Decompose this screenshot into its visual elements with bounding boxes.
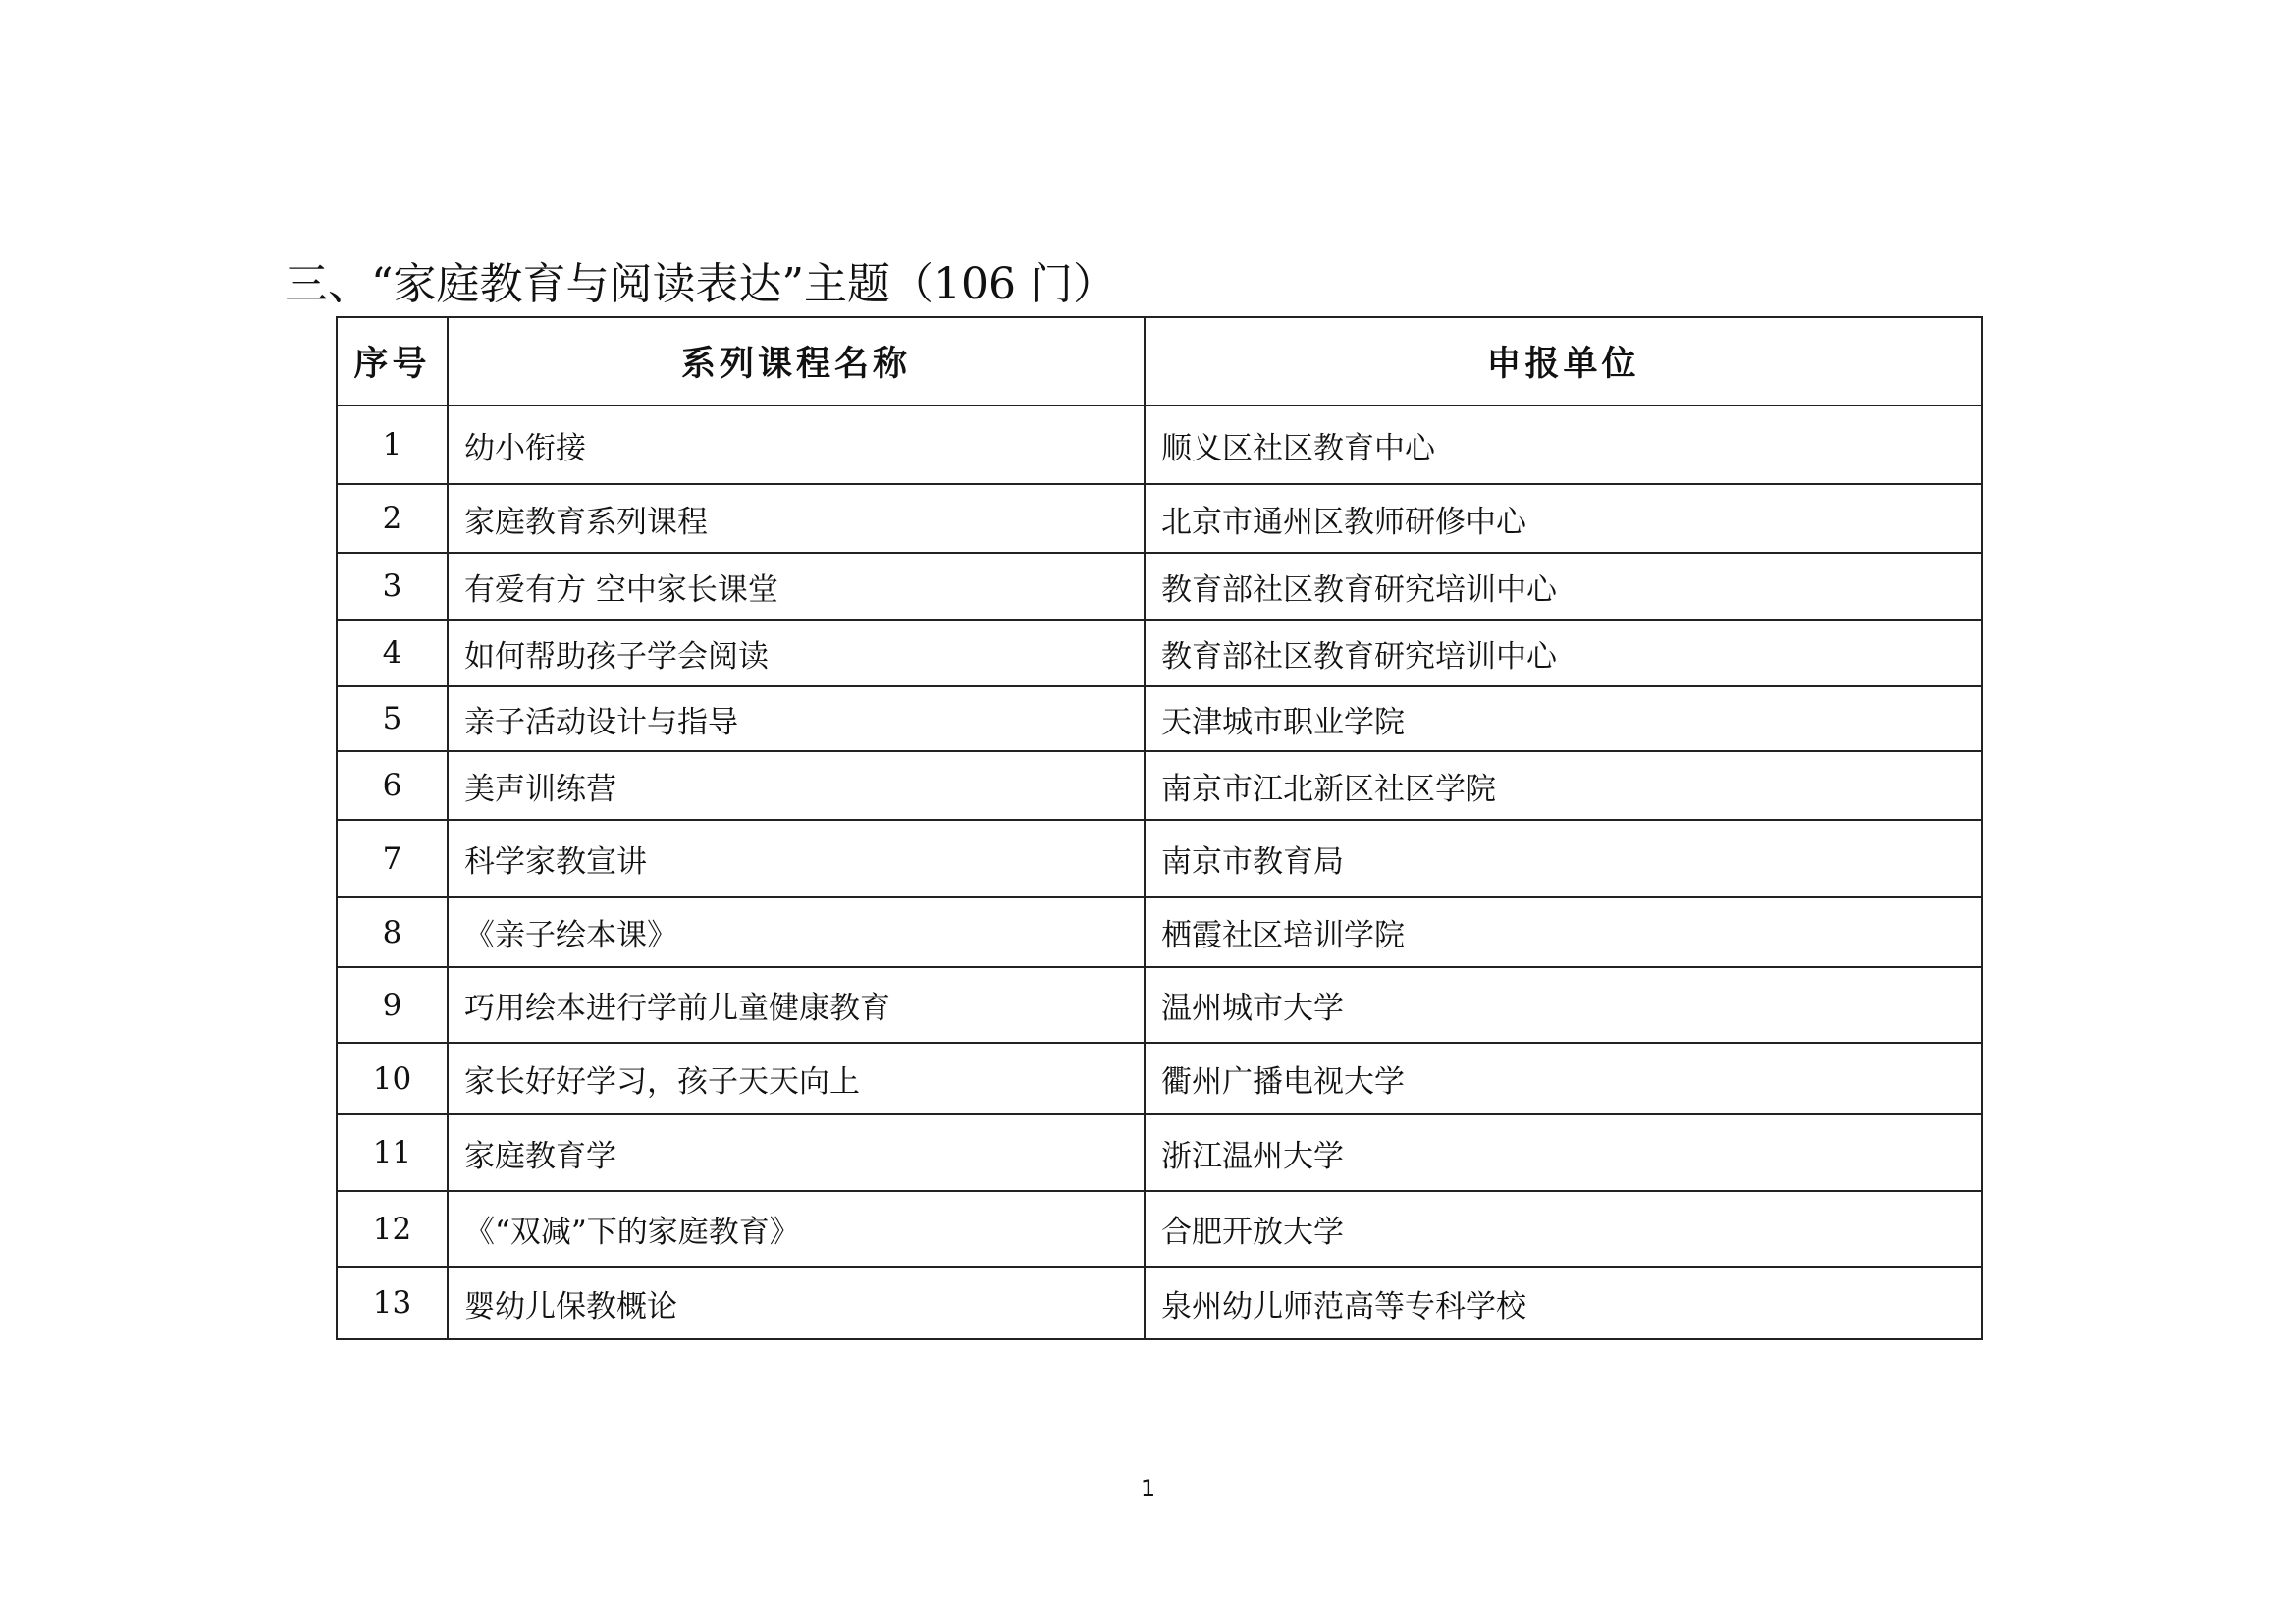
reporting-unit: 南京市江北新区社区学院 bbox=[1145, 751, 1982, 820]
table-row bbox=[337, 1114, 1982, 1191]
row-number: 4 bbox=[337, 620, 448, 686]
row-number: 6 bbox=[337, 751, 448, 820]
course-name: 美声训练营 bbox=[448, 751, 1145, 820]
table-row bbox=[337, 620, 1982, 686]
table-row bbox=[337, 897, 1982, 967]
reporting-unit: 北京市通州区教师研修中心 bbox=[1145, 484, 1982, 553]
reporting-unit: 泉州幼儿师范高等专科学校 bbox=[1145, 1267, 1982, 1339]
table-row bbox=[337, 1191, 1982, 1267]
row-number: 12 bbox=[337, 1191, 448, 1267]
table-row bbox=[337, 967, 1982, 1043]
row-number: 9 bbox=[337, 967, 448, 1043]
course-name: 家长好好学习，孩子天天向上 bbox=[448, 1043, 1145, 1114]
reporting-unit: 栖霞社区培训学院 bbox=[1145, 897, 1982, 967]
course-name: 有爱有方 空中家长课堂 bbox=[448, 553, 1145, 620]
table-row bbox=[337, 406, 1982, 484]
table-row bbox=[337, 820, 1982, 897]
course-name: 幼小衔接 bbox=[448, 406, 1145, 484]
row-number: 5 bbox=[337, 686, 448, 751]
table-row bbox=[337, 1043, 1982, 1114]
reporting-unit: 教育部社区教育研究培训中心 bbox=[1145, 620, 1982, 686]
header-course-name: 系列课程名称 bbox=[448, 317, 1145, 406]
reporting-unit: 教育部社区教育研究培训中心 bbox=[1145, 553, 1982, 620]
section-heading: 三、“家庭教育与阅读表达”主题（106 门） bbox=[285, 259, 1116, 309]
row-number: 11 bbox=[337, 1114, 448, 1191]
row-number: 8 bbox=[337, 897, 448, 967]
header-reporting-unit: 申报单位 bbox=[1145, 317, 1982, 406]
reporting-unit: 浙江温州大学 bbox=[1145, 1114, 1982, 1191]
course-name: 家庭教育学 bbox=[448, 1114, 1145, 1191]
table-row bbox=[337, 1267, 1982, 1339]
row-number: 7 bbox=[337, 820, 448, 897]
row-number: 10 bbox=[337, 1043, 448, 1114]
table-row bbox=[337, 751, 1982, 820]
course-name: 《“双减”下的家庭教育》 bbox=[448, 1191, 1145, 1267]
course-name: 如何帮助孩子学会阅读 bbox=[448, 620, 1145, 686]
course-name: 家庭教育系列课程 bbox=[448, 484, 1145, 553]
reporting-unit: 天津城市职业学院 bbox=[1145, 686, 1982, 751]
table-header-row bbox=[337, 317, 1982, 406]
row-number: 2 bbox=[337, 484, 448, 553]
course-name: 科学家教宣讲 bbox=[448, 820, 1145, 897]
table-row bbox=[337, 484, 1982, 553]
reporting-unit: 合肥开放大学 bbox=[1145, 1191, 1982, 1267]
row-number: 1 bbox=[337, 406, 448, 484]
header-number: 序号 bbox=[337, 317, 448, 406]
course-name: 巧用绘本进行学前儿童健康教育 bbox=[448, 967, 1145, 1043]
reporting-unit: 南京市教育局 bbox=[1145, 820, 1982, 897]
course-name: 婴幼儿保教概论 bbox=[448, 1267, 1145, 1339]
reporting-unit: 温州城市大学 bbox=[1145, 967, 1982, 1043]
reporting-unit: 衢州广播电视大学 bbox=[1145, 1043, 1982, 1114]
course-table bbox=[336, 316, 1983, 1340]
page-number: 1 bbox=[1140, 1475, 1156, 1502]
course-name: 亲子活动设计与指导 bbox=[448, 686, 1145, 751]
table-row bbox=[337, 686, 1982, 751]
row-number: 13 bbox=[337, 1267, 448, 1339]
table-row bbox=[337, 553, 1982, 620]
reporting-unit: 顺义区社区教育中心 bbox=[1145, 406, 1982, 484]
row-number: 3 bbox=[337, 553, 448, 620]
course-name: 《亲子绘本课》 bbox=[448, 897, 1145, 967]
